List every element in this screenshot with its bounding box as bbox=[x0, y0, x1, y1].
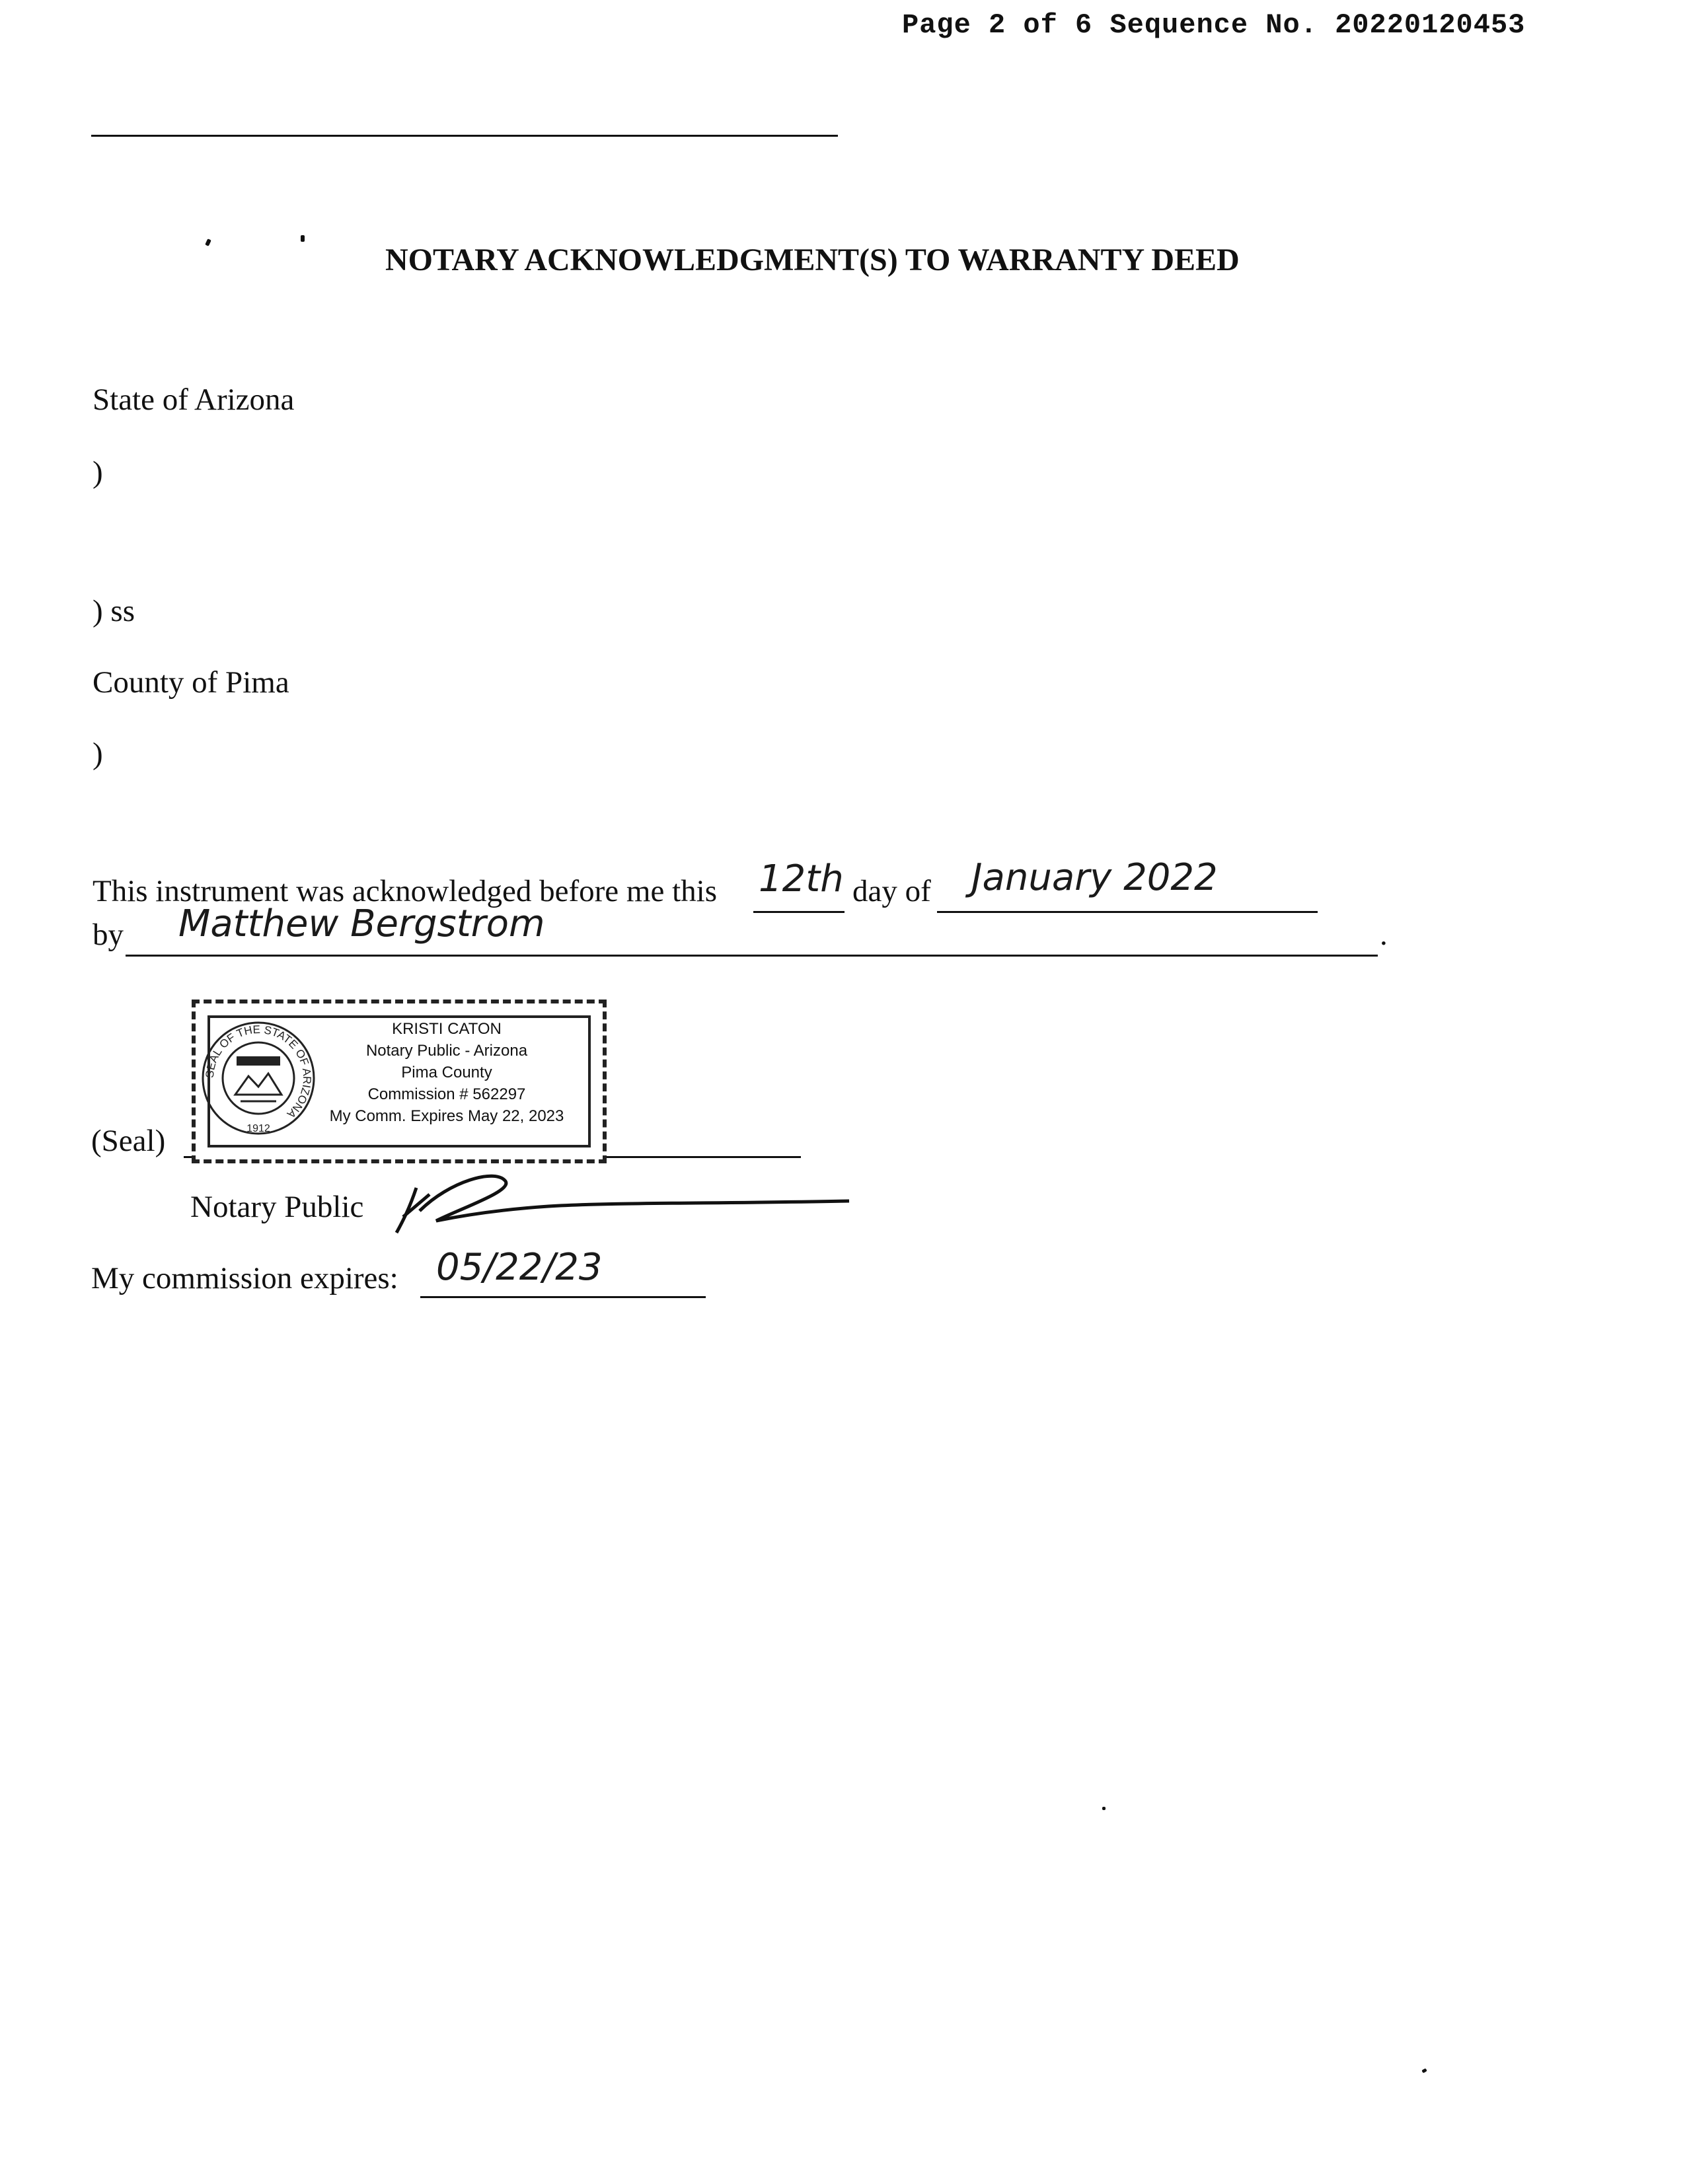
venue-paren: ) bbox=[93, 737, 103, 771]
notary-county: Pima County bbox=[401, 1064, 492, 1081]
notary-title: Notary Public - Arizona bbox=[365, 1042, 528, 1060]
name-blank bbox=[126, 955, 1378, 957]
handwritten-day: 12th bbox=[759, 857, 844, 900]
venue-paren: ) bbox=[93, 455, 103, 490]
notary-stamp-text bbox=[308, 1018, 585, 1127]
top-rule bbox=[91, 135, 838, 137]
period: . bbox=[1380, 918, 1388, 952]
speck-mark bbox=[205, 238, 211, 246]
by-label: by bbox=[93, 918, 124, 952]
page-sequence-header: Page 2 of 6 Sequence No. 20220120453 bbox=[902, 9, 1526, 41]
ss-line: ) ss bbox=[93, 594, 135, 628]
day-of-label: day of bbox=[852, 874, 931, 908]
acknowledgment-intro: This instrument was acknowledged before me this bbox=[93, 874, 717, 908]
notary-name: KRISTI CATON bbox=[392, 1020, 502, 1038]
month-year-blank bbox=[937, 911, 1318, 913]
handwritten-name: Matthew Bergstrom bbox=[178, 902, 545, 945]
seal-year: 1912 bbox=[246, 1123, 270, 1134]
seal-label: (Seal) bbox=[91, 1124, 166, 1158]
commission-expires-label: My commission expires: bbox=[91, 1261, 398, 1295]
day-blank bbox=[753, 911, 845, 913]
notary-stamp bbox=[192, 1000, 607, 1163]
handwritten-month-year: January 2022 bbox=[971, 856, 1218, 899]
speck-mark bbox=[1102, 1807, 1106, 1810]
seal-ring-text: SEAL OF THE STATE OF ARIZONA bbox=[203, 1023, 314, 1121]
notary-commission-expiry: My Comm. Expires May 22, 2023 bbox=[329, 1107, 564, 1125]
document-title: NOTARY ACKNOWLEDGMENT(S) TO WARRANTY DEED bbox=[385, 242, 1240, 277]
speck-mark bbox=[1421, 2068, 1427, 2074]
state-seal-icon bbox=[196, 1015, 321, 1141]
expiration-blank bbox=[420, 1296, 706, 1298]
state-line: State of Arizona bbox=[93, 382, 295, 417]
county-line: County of Pima bbox=[93, 665, 289, 700]
notary-commission-number: Commission # 562297 bbox=[367, 1085, 526, 1103]
handwritten-expiration: 05/22/23 bbox=[436, 1246, 603, 1289]
notary-signature bbox=[390, 1168, 852, 1241]
notary-public-label: Notary Public bbox=[190, 1190, 364, 1224]
speck-mark bbox=[301, 235, 305, 242]
